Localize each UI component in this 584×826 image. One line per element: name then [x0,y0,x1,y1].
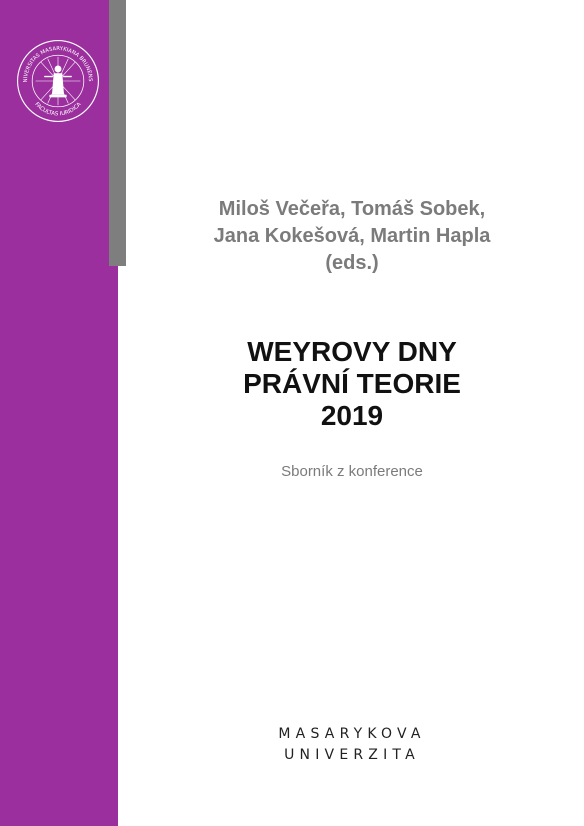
editors-line: (eds.) [325,252,379,274]
publisher-logo [270,724,434,766]
publisher-line: MASARYKOVA [278,726,426,742]
book-title [178,336,526,432]
editors-line: Miloš Večeřa, Tomáš Sobek, [218,198,486,220]
seal-text-top: NIVERSITAS MASARYKIANA BRUNENS [23,46,93,83]
editors-line: Jana Kokešová, Martin Hapla [213,225,491,247]
title-line: PRÁVNÍ TEORIE [243,368,461,399]
editors-list [178,196,526,277]
faculty-seal-icon [15,38,101,124]
seal-text-bottom: FACULTAS IURIDICA [33,101,83,118]
cover-side-tab [109,0,126,266]
title-line: WEYROVY DNY [247,336,457,367]
publisher-line: UNIVERZITA [284,747,420,763]
book-subtitle: Sborník z konference [281,463,423,480]
title-line: 2019 [320,400,384,431]
